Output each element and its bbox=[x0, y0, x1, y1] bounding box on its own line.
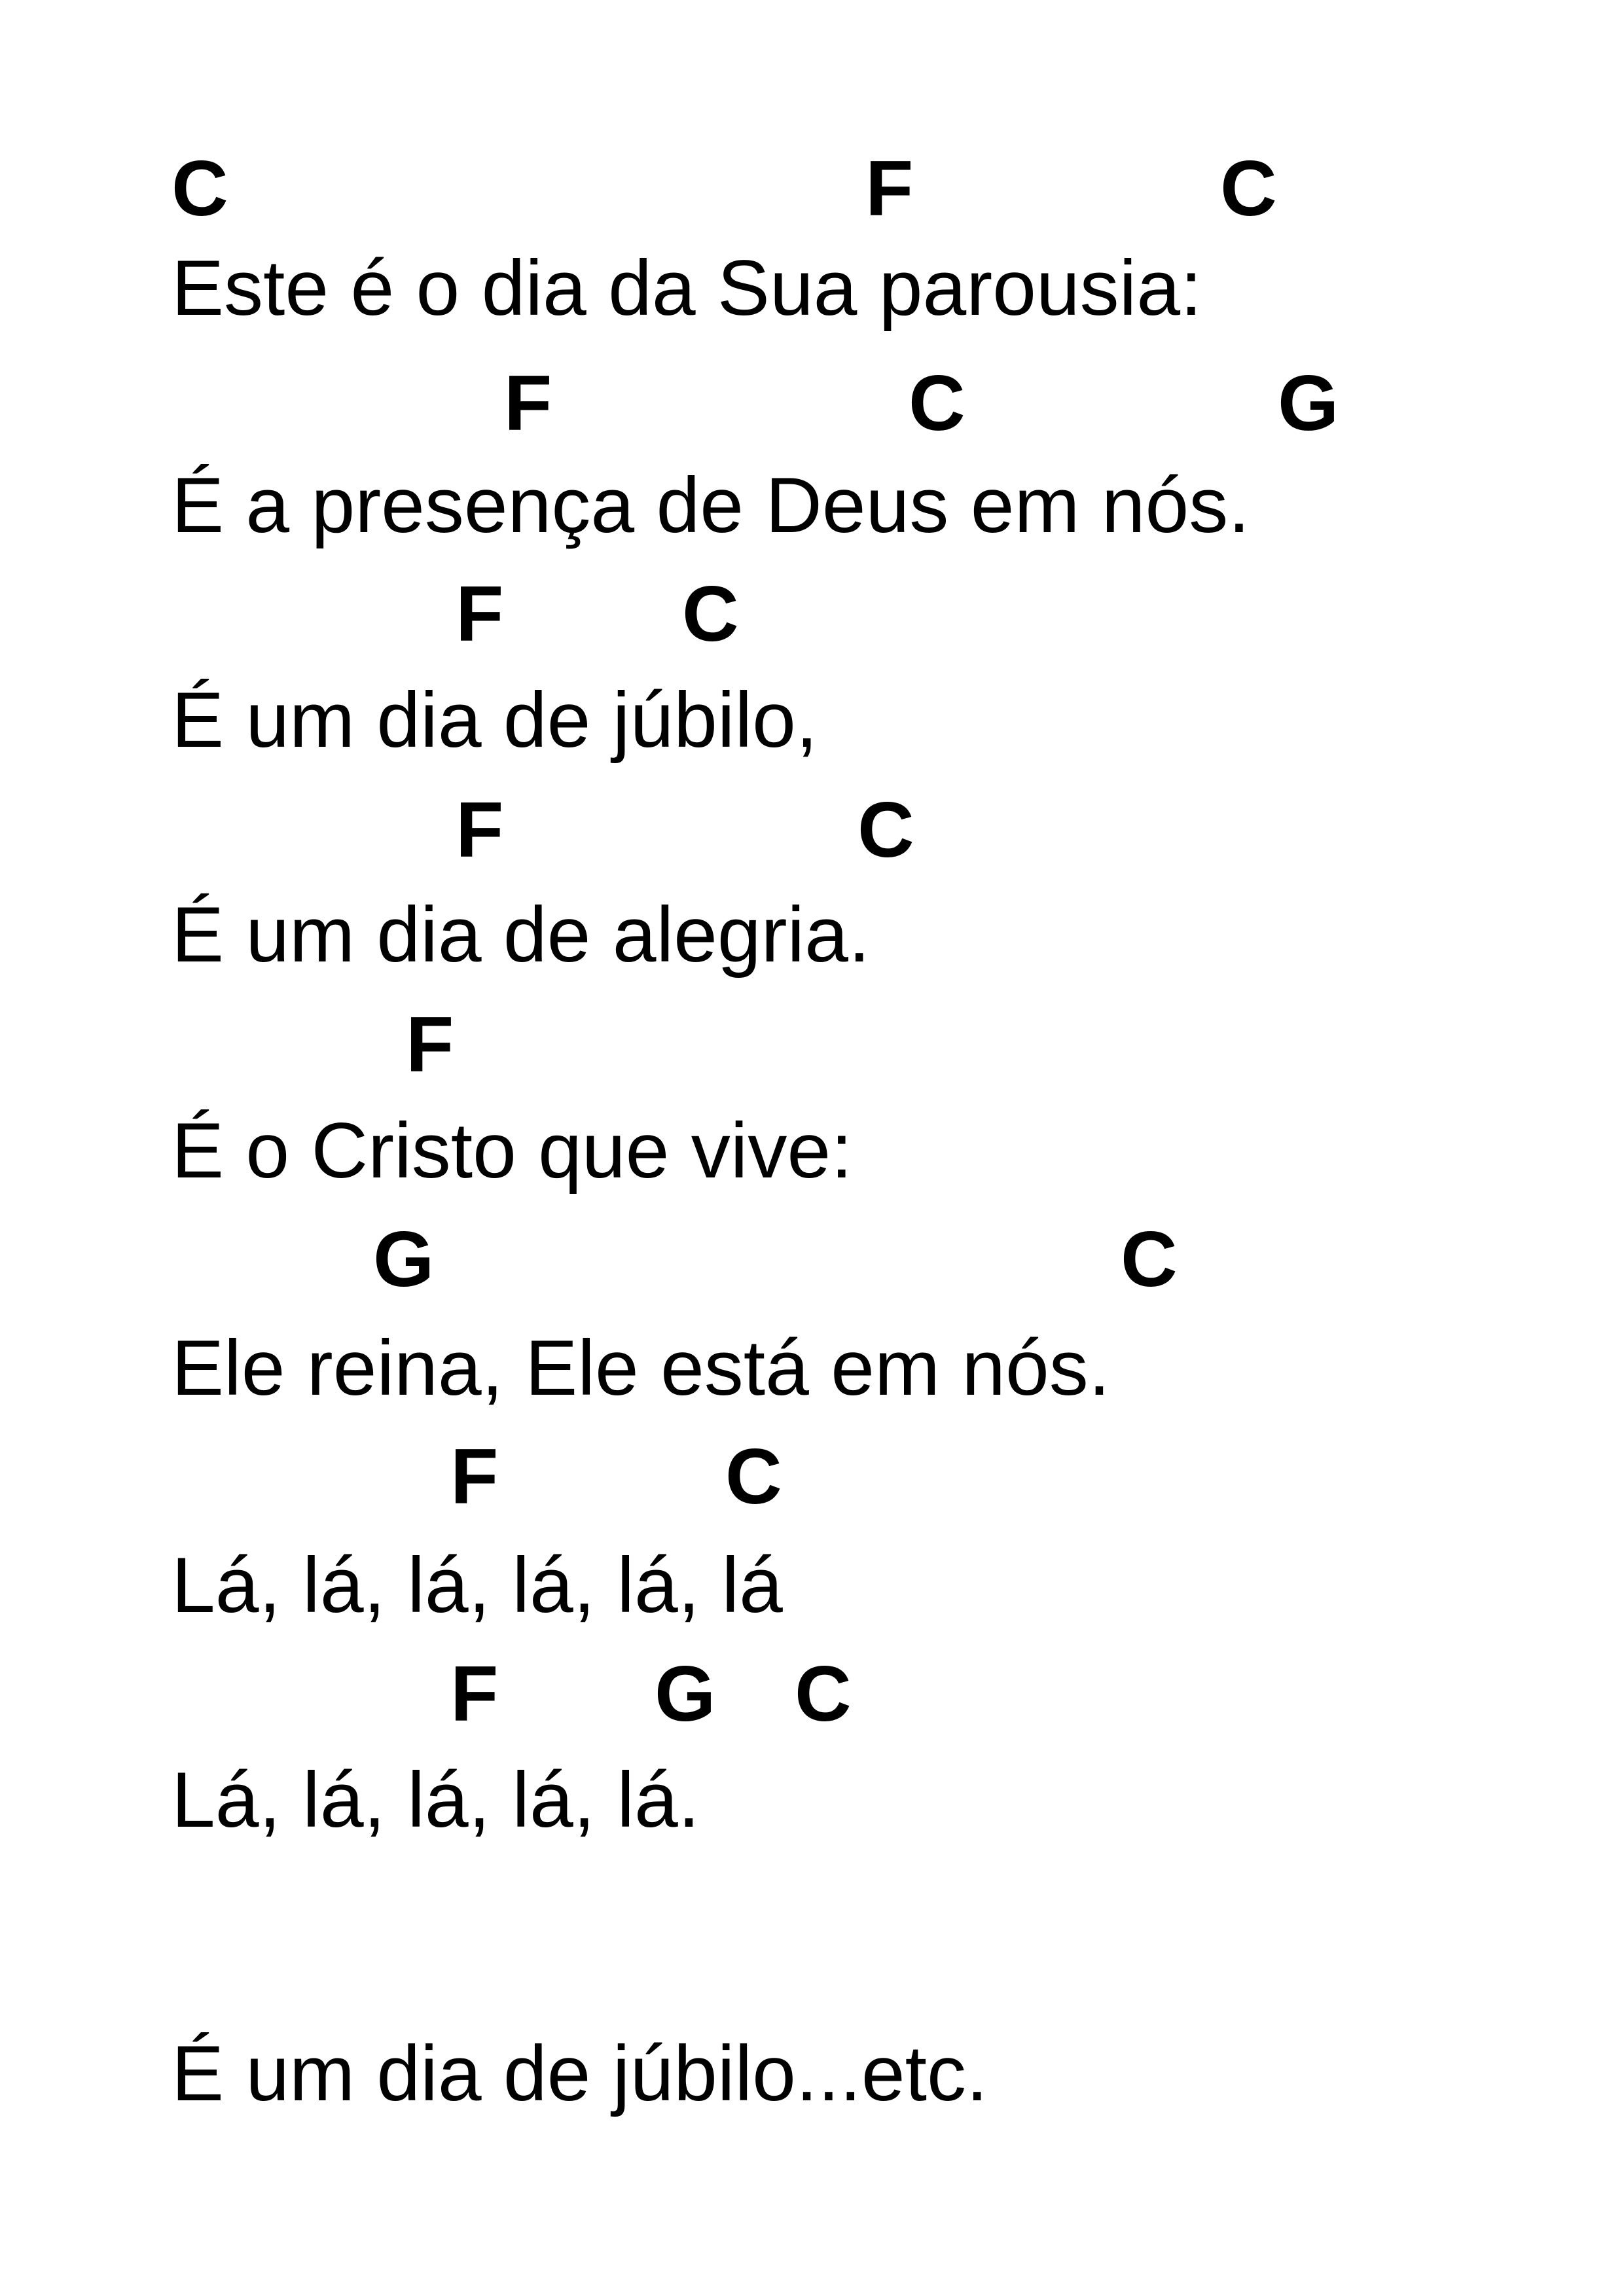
chord: C bbox=[909, 359, 965, 447]
repeat-instruction: É um dia de júbilo...etc. bbox=[171, 2030, 988, 2117]
chord: C bbox=[171, 145, 228, 232]
lyric-line: É um dia de júbilo, bbox=[171, 676, 818, 764]
chord: F bbox=[450, 1650, 499, 1738]
lyric-line: Ele reina, Ele está em nós. bbox=[171, 1324, 1111, 1412]
chord: C bbox=[857, 786, 914, 874]
chord: F bbox=[456, 570, 504, 658]
chord: F bbox=[504, 359, 552, 447]
chord: G bbox=[1278, 359, 1339, 447]
chord: C bbox=[682, 570, 739, 658]
chord: C bbox=[1121, 1215, 1178, 1303]
chord: F bbox=[406, 1001, 454, 1088]
lyric-line: É um dia de alegria. bbox=[171, 891, 871, 978]
lyric-line: Este é o dia da Sua parousia: bbox=[171, 244, 1202, 332]
chord: C bbox=[1220, 145, 1277, 232]
chord: G bbox=[655, 1650, 716, 1738]
lyric-line: Lá, lá, lá, lá, lá. bbox=[171, 1756, 700, 1844]
lyric-line: Lá, lá, lá, lá, lá, lá bbox=[171, 1541, 783, 1629]
chord: F bbox=[456, 786, 504, 874]
chord: F bbox=[450, 1433, 499, 1520]
chord: G bbox=[373, 1215, 435, 1303]
chord: F bbox=[865, 145, 914, 232]
lyric-line: É a presença de Deus em nós. bbox=[171, 461, 1250, 549]
chord: C bbox=[725, 1433, 782, 1520]
lyric-line: É o Cristo que vive: bbox=[171, 1107, 853, 1194]
chord: C bbox=[795, 1650, 852, 1738]
